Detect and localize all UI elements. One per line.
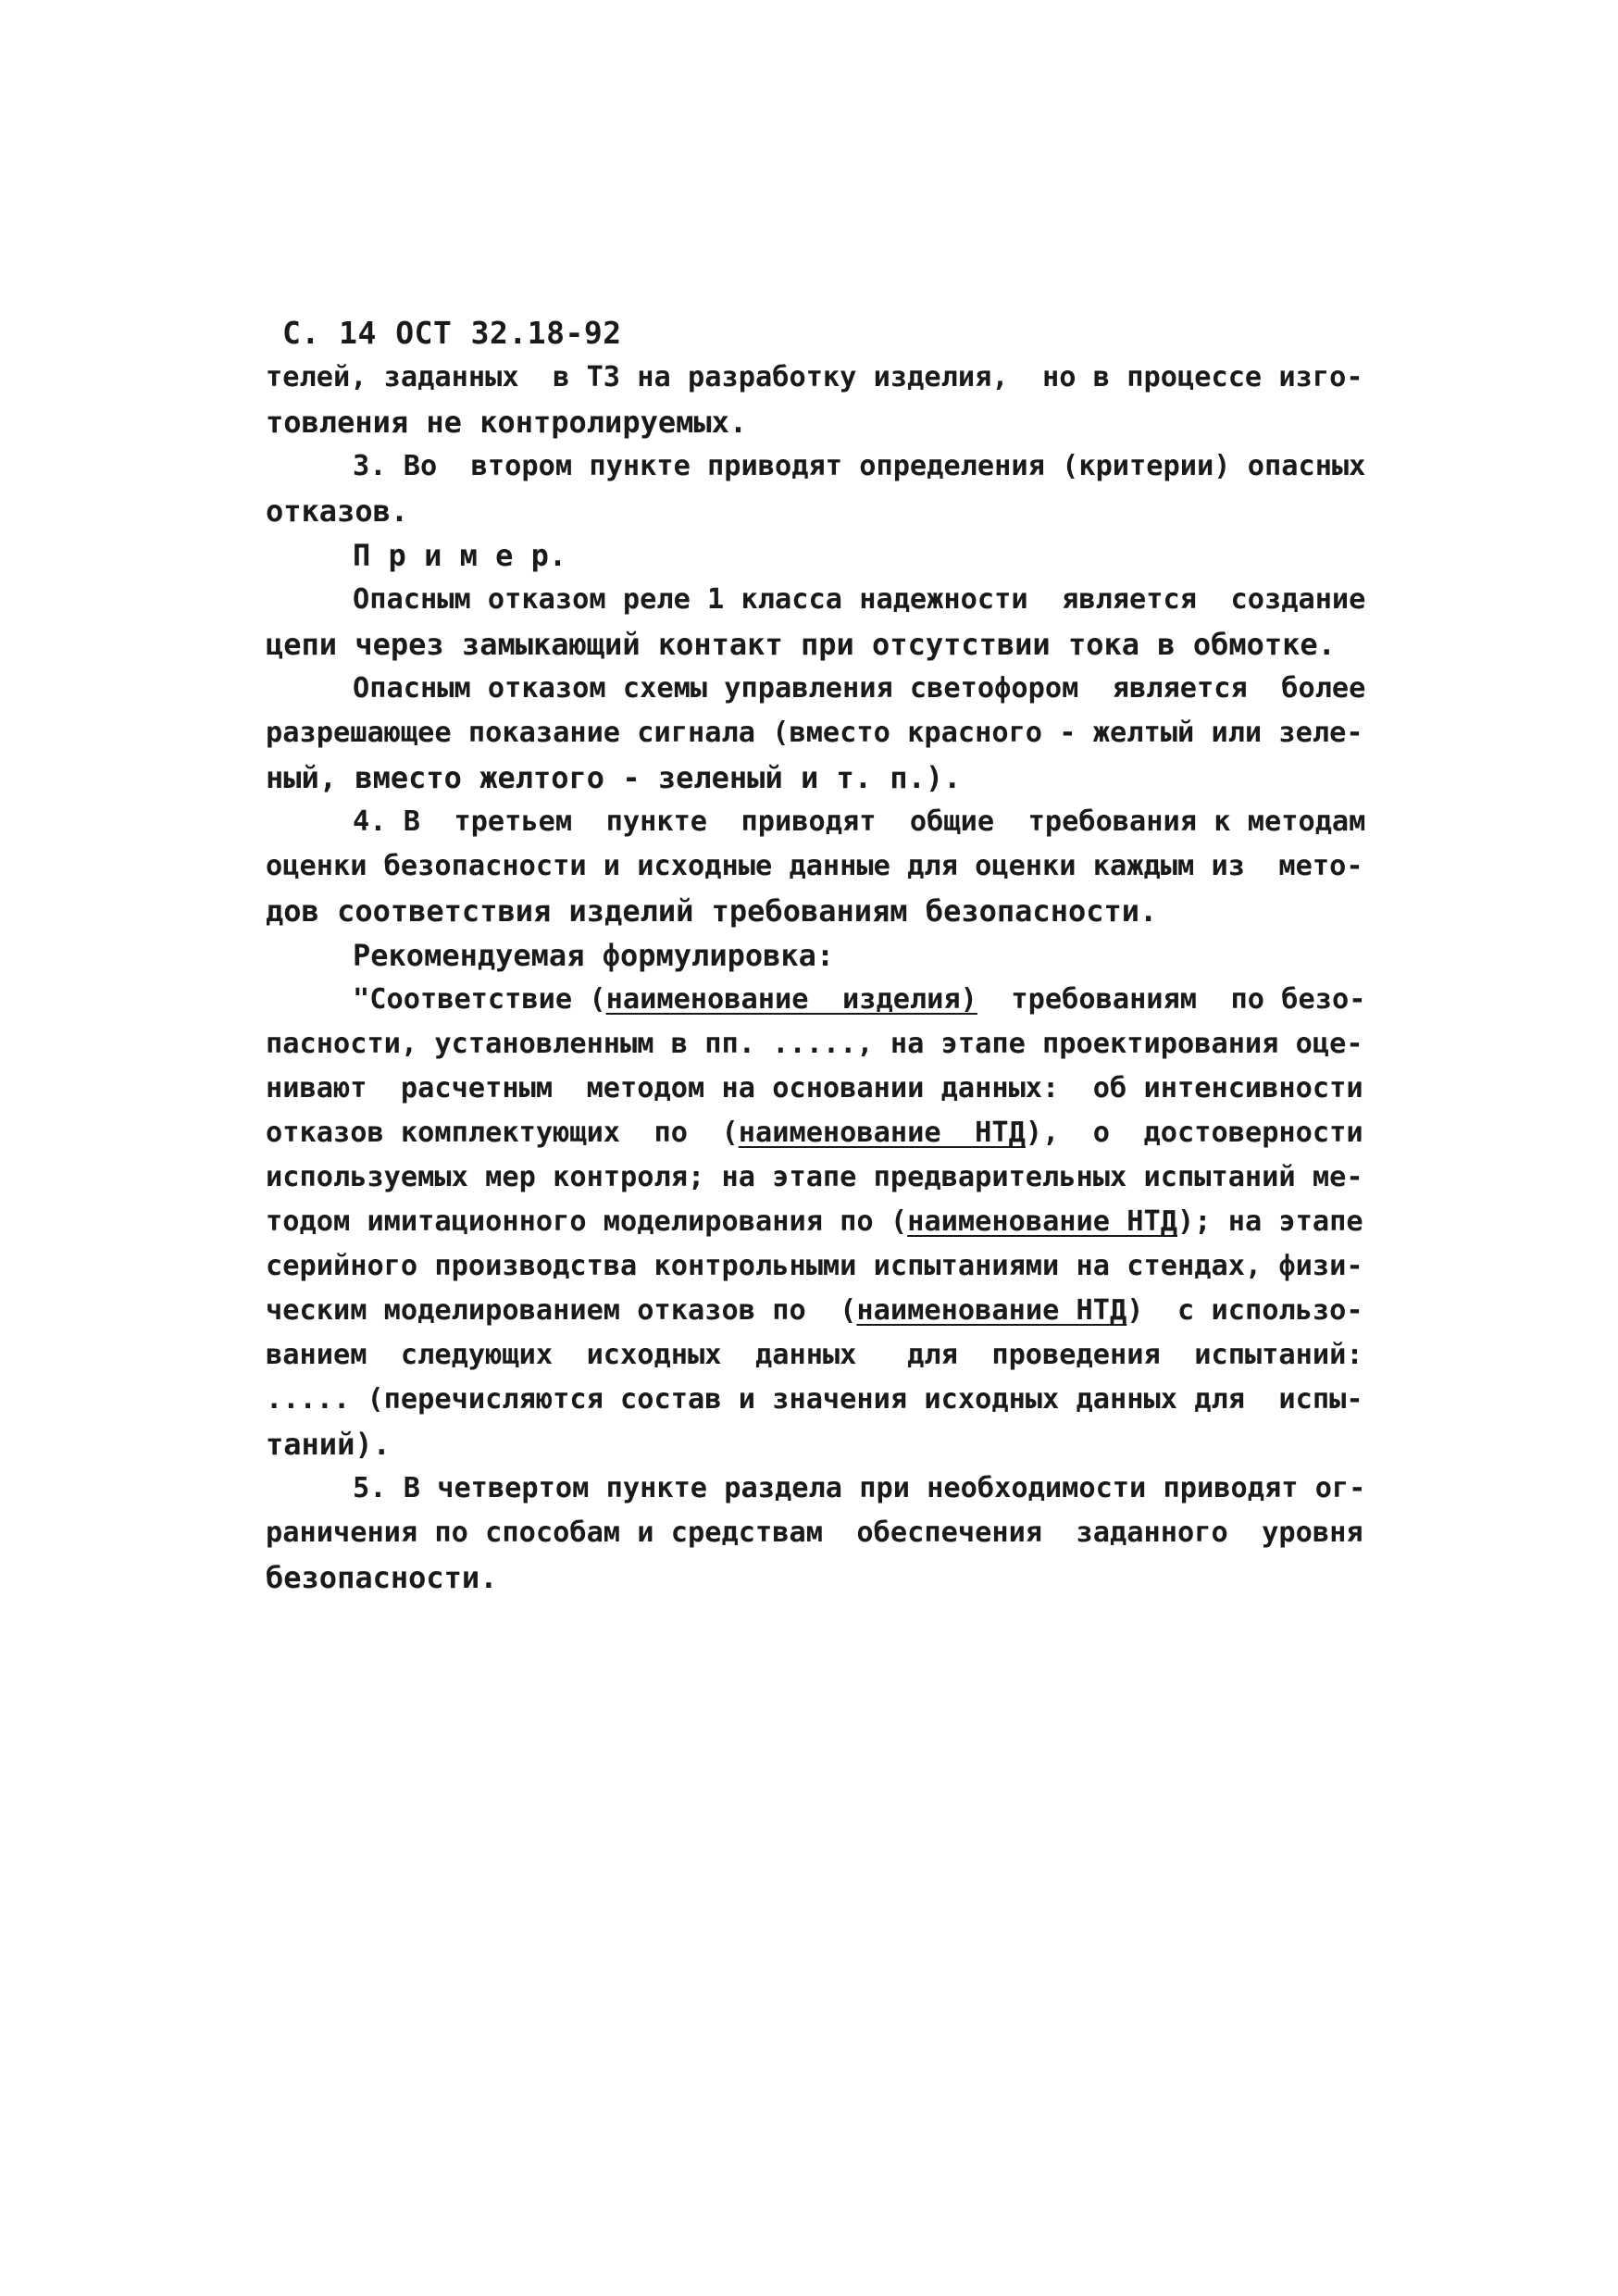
text-line: [266, 1248, 1363, 1285]
text-segment: 5. В четвертом пункте раздела при необходимости приводят ог-: [353, 1472, 1366, 1504]
text-segment: Рекомендуемая формулировка:: [353, 938, 835, 973]
text-segment: ); на этапе: [1177, 1205, 1363, 1238]
text-line: [353, 670, 1365, 707]
underlined-placeholder: наименование НТД: [856, 1294, 1127, 1327]
text-line: [266, 493, 408, 530]
underlined-placeholder: наименование НТД: [738, 1117, 1026, 1149]
text-line: [266, 1381, 1363, 1418]
text-line: [266, 892, 1157, 930]
text-segment: оценки безопасности и исходные данные для оценки каждым из мето-: [266, 850, 1363, 882]
text-segment: нивают расчетным методом на основании данных: об интенсивности: [266, 1072, 1363, 1104]
text-line: [353, 537, 566, 574]
text-segment: дов соответствия изделий требованиям безопасности.: [266, 893, 1158, 929]
text-line: [266, 1337, 1363, 1374]
text-line: [266, 1204, 1363, 1241]
text-segment: ), о достоверности: [1025, 1117, 1363, 1149]
text-segment: раничения по способам и средствам обеспечения заданного уровня: [266, 1516, 1363, 1549]
underlined-placeholder: наименование НТД: [907, 1205, 1177, 1238]
text-segment: разрешающее показание сигнала (вместо красного - желтый или зеле-: [266, 717, 1363, 749]
text-segment: используемых мер контроля; на этапе предварительных испытаний ме-: [266, 1161, 1363, 1193]
text-line: [353, 937, 834, 974]
text-segment: П р и м е р.: [353, 538, 567, 573]
text-line: [266, 1159, 1363, 1196]
text-line: [353, 1470, 1365, 1507]
text-segment: 4. В третьем пункте приводят общие требования к методам: [353, 805, 1366, 838]
text-segment: серийного производства контрольными испытаниями на стендах, физи-: [266, 1250, 1363, 1282]
text-segment: Опасным отказом реле 1 класса надежности является создание: [353, 583, 1366, 616]
text-segment: отказов комплектующих по (: [266, 1117, 739, 1149]
text-line: [266, 1026, 1363, 1063]
text-line: [353, 804, 1365, 841]
text-segment: ный, вместо желтого - зеленый и т. п.).: [266, 760, 962, 795]
text-line: [266, 759, 961, 796]
text-segment: безопасности.: [266, 1560, 498, 1595]
text-segment: тодом имитационного моделирования по (: [266, 1205, 908, 1238]
text-line: [266, 404, 747, 441]
text-segment: телей, заданных в ТЗ на разработку изделия, но в процессе изго-: [266, 361, 1363, 393]
text-line: [353, 981, 1365, 1018]
text-segment: ) с использо-: [1126, 1294, 1363, 1327]
page-header: С. 14 ОСТ 32.18-92: [282, 315, 622, 351]
text-line: [266, 1070, 1363, 1107]
text-segment: таний).: [266, 1427, 391, 1462]
text-segment: требованиям по безо-: [977, 983, 1366, 1016]
text-line: [266, 1292, 1363, 1329]
text-line: [353, 448, 1365, 485]
text-line: [266, 1559, 497, 1596]
text-line: [266, 848, 1363, 885]
text-line: [266, 1426, 391, 1463]
text-segment: Опасным отказом схемы управления светофором является более: [353, 672, 1366, 705]
text-line: [266, 626, 1336, 663]
text-segment: ванием следующих исходных данных для проведения испытаний:: [266, 1339, 1363, 1371]
text-segment: отказов.: [266, 493, 409, 529]
text-segment: цепи через замыкающий контакт при отсутствии тока в обмотке.: [266, 627, 1336, 662]
text-segment: ческим моделированием отказов по (: [266, 1294, 857, 1327]
underlined-placeholder: наименование изделия): [605, 983, 977, 1016]
text-line: [266, 359, 1363, 396]
text-segment: товления не контролируемых.: [266, 405, 748, 440]
text-line: [266, 1115, 1363, 1152]
text-segment: пасности, установленным в пп. ....., на этапе проектирования оце-: [266, 1028, 1363, 1060]
text-segment: "Соответствие (: [353, 983, 606, 1016]
text-line: [266, 715, 1363, 752]
text-line: [353, 581, 1365, 618]
text-segment: 3. Во втором пункте приводят определения (критерии) опасных: [353, 450, 1366, 482]
text-segment: ..... (перечисляются состав и значения исходных данных для испы-: [266, 1383, 1363, 1416]
text-line: [266, 1515, 1363, 1552]
